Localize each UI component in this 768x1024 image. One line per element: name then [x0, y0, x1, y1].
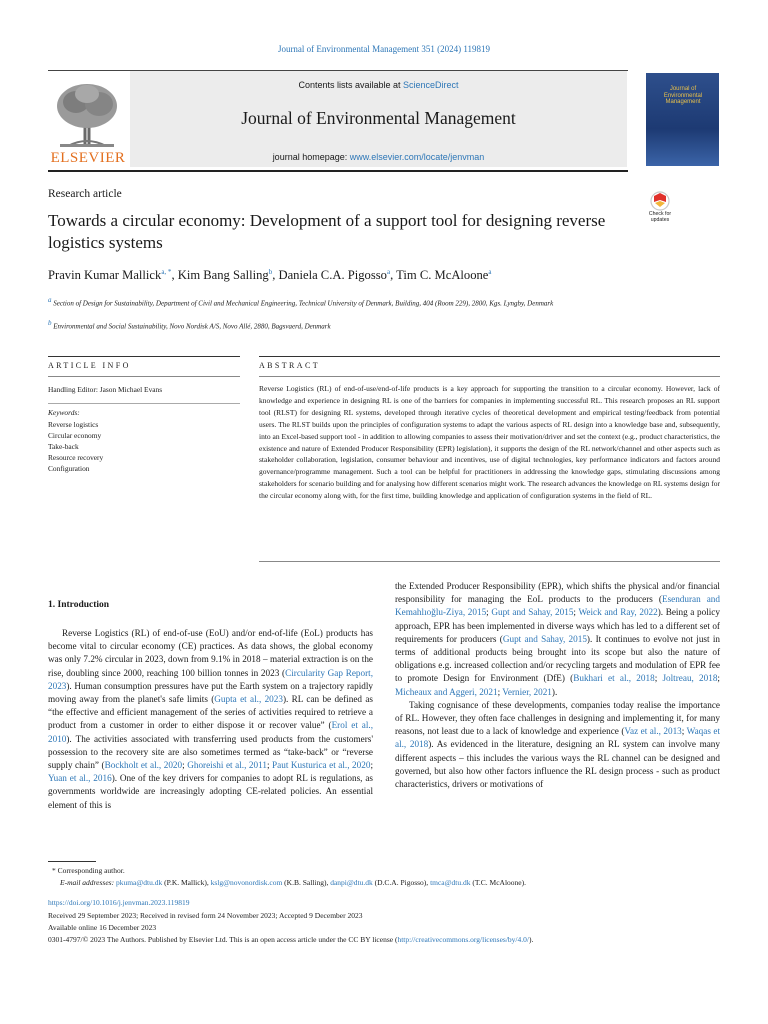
article-info-heading: ARTICLE INFO: [48, 361, 131, 370]
keyword-list: [48, 419, 103, 474]
citation-link[interactable]: Bockholt et al., 2020: [104, 760, 183, 771]
citation-link[interactable]: Vernier, 2021: [502, 686, 552, 697]
citation-link[interactable]: Ghoreishi et al., 2011: [187, 760, 267, 771]
paragraph: the Extended Producer Responsibility (EPR), which shifts the physical and/or financial responsibility for managing the EoL products to the producers (Esenduran and Kemahlıoğlu-Ziya, 2015; Gupt and Sahay, 2015; Weick and Ray, 2022). Being a policy approach, EPR has been implemented in diverse ways which has led to a different set of requirements for producers (Gupt and Sahay, 2015). It continues to evolve not just in terms of additional products being brought into its scope but also the nature of obligations e.g. increased collection and/or recycling targets and modulation of EPR fee to promote Design for Environment (DfE) (Bukhari et al., 2018; Joltreau, 2018; Micheaux and Aggeri, 2021; Vernier, 2021).: [395, 581, 720, 697]
author-affiliation-mark[interactable]: a: [386, 268, 391, 276]
affiliation-b-text: Environmental and Social Sustainability, Novo Nordisk A/S, Novo Allé, 2880, Bagsvaerd, Denmark: [53, 322, 331, 331]
body-column-right: [395, 580, 720, 791]
citation-link[interactable]: Paut Kusturica et al., 2020: [272, 760, 371, 771]
journal-homepage-link[interactable]: www.elsevier.com/locate/jenvman: [349, 152, 485, 162]
abstract-subrule: [259, 376, 720, 377]
keyword[interactable]: Circular economy: [48, 431, 102, 440]
sciencedirect-link[interactable]: ScienceDirect: [403, 80, 459, 90]
email-link[interactable]: tmca@dtu.dk: [430, 878, 471, 887]
affiliation-b: [48, 319, 648, 330]
citation-link[interactable]: Vaz et al., 2013: [624, 726, 682, 737]
keywords-label: Keywords:: [48, 408, 80, 417]
author-name[interactable]: Kim Bang Salling: [177, 268, 269, 283]
abstract-heading: ABSTRACT: [259, 361, 320, 370]
paragraph: Reverse Logistics (RL) of end-of-use (EoU) and/or end-of-life (EoL) products has become vital to circular economy (CE) practices. As data shows, the global economy was only 7.2% circular in 2023, down from 9.1% in 2018 – material extraction is on the rise, doubling since 2000, reaching 100 billion tonnes in 2023 (Circularity Gap Report, 2023). Human consumption pressures have put the Earth system on a trajectory rapidly moving away from the planet's safe limits (Gupta et al., 2023). RL can be defined as “the effective and efficient management of the series of activities required to retrieve a product from a customer in order to either dispose it or recover value” (Erol et al., 2010). The activities associated with transferring used products from the customers' possession to the recovery site are also sometimes termed as “take-back” or “reverse supply chain” (Bockholt et al., 2020; Ghoreishi et al., 2011; Paut Kusturica et al., 2020; Yuan et al., 2016). One of the key drivers for companies to adopt RL is regulations, as governments worldwide are increasingly adopting CE-related policies. An essential element of this is: [48, 628, 373, 810]
citation-link[interactable]: Gupta et al., 2023: [214, 694, 283, 705]
body-column-left: [48, 627, 373, 812]
email-link[interactable]: kslg@novonordisk.com: [210, 878, 283, 887]
citation-link[interactable]: Circularity Gap Report, 2023: [48, 667, 373, 691]
author-affiliation-mark[interactable]: a: [488, 268, 492, 276]
license-prefix: 0301-4797/© 2023 The Authors. Published by Elsevier Ltd. This is an open access article under the CC BY license (: [48, 935, 398, 944]
received-dates: Received 29 September 2023; Received in revised form 24 November 2023; Accepted 9 December 2023: [48, 911, 363, 920]
header-bottom-rule: [48, 170, 628, 172]
citation-link[interactable]: Joltreau, 2018: [662, 673, 718, 684]
citation-link[interactable]: Bukhari et al., 2018: [573, 673, 655, 684]
affiliation-b-mark: b: [48, 319, 52, 327]
license-suffix: ).: [528, 935, 534, 944]
email-label: E-mail addresses:: [60, 878, 116, 887]
paragraph: Taking cognisance of these developments, companies today realise the importance of RL. However, they often face challenges in designing and implementing it, for many reasons, not least due to a lack of knowledge and experience (Vaz et al., 2013; Waqas et al., 2018). As evidenced in the literature, designing an RL system can involve many different aspects – this includes the various ways the RL channel can be designed and governed, but also how other factors influence the RL design process - such as product characteristics, drivers or motivations of: [395, 699, 720, 790]
author-affiliation-mark[interactable]: a, *: [161, 268, 172, 276]
elsevier-wordmark: ELSEVIER: [50, 150, 126, 166]
author-name[interactable]: Pravin Kumar Mallick: [48, 268, 162, 283]
journal-cover-title: Journal of Environmental Management: [663, 86, 703, 106]
keyword[interactable]: Reverse logistics: [48, 420, 99, 429]
homepage-line: [130, 152, 627, 162]
citation-link[interactable]: Yuan et al., 2016: [48, 773, 112, 784]
email-list: pkuma@dtu.dk (P.K. Mallick), kslg@novonordisk.com (K.B. Salling), danpi@dtu.dk (D.C.A. Pigosso), tmca@dtu.dk (T.C. McAloone).: [115, 878, 526, 887]
email-link[interactable]: danpi@dtu.dk: [330, 878, 373, 887]
available-online-date: Available online 16 December 2023: [48, 923, 157, 932]
affiliation-a-text: Section of Design for Sustainability, Department of Civil and Mechanical Engineering, Technical University of Denmark, Building, 404 (Room 229), 2800, Kgs. Lyngby, Denmark: [53, 299, 554, 308]
affiliation-a: [48, 295, 648, 308]
license-statement: [48, 935, 748, 944]
author-list: Pravin Kumar Mallick$^{a, *}$, Kim Bang Salling$^b$, Daniela C.A. Pigosso$^a$, Tim C. McAloone$^a$: [48, 268, 492, 283]
abstract-rule: [259, 356, 720, 357]
keywords-rule: [48, 403, 240, 404]
article-info-rule: [48, 356, 240, 357]
section-heading-introduction: 1. Introduction: [48, 600, 110, 610]
corresponding-author-note: * Corresponding author.: [52, 866, 125, 875]
keyword[interactable]: Configuration: [48, 464, 90, 473]
citation-link[interactable]: Waqas et al., 2018: [395, 726, 720, 750]
check-for-updates-icon[interactable]: [645, 190, 675, 230]
author-name[interactable]: Tim C. McAloone: [396, 268, 489, 283]
license-link[interactable]: http://creativecommons.org/licenses/by/4.0/: [397, 935, 529, 944]
keyword[interactable]: Take-back: [48, 442, 79, 451]
journal-title: Journal of Environmental Management: [241, 108, 516, 128]
handling-editor: Handling Editor: Jason Michael Evans: [48, 385, 163, 394]
article-type: Research article: [48, 188, 122, 200]
contents-prefix: Contents lists available at: [298, 80, 404, 90]
abstract-end-rule: [259, 561, 720, 562]
homepage-prefix: journal homepage:: [272, 152, 350, 162]
abstract-text: Reverse Logistics (RL) of end-of-use/end-of-life products is a key approach for supporting the transition to a circular economy. However, lack of knowledge and experience in designing RL is one of the barriers for companies in implementing successful RL. This research proposes an RL support tool (RLST) for designing RL systems, developed through iterative cycles of theoretical development and empirical testing/feedback from potential users. The RLST builds upon the principles of configuration systems to adapt the various aspects of RL design into a knowledge base and, subsequently, into an Excel-based support tool - in addition to allowing companies to assess their motivation/driver and set the context (e.g., product characteristics, the existence and nature of Extended Producer Responsibility (EPR) legislation), it supports the design of the RL network/channel and other aspects such as stakeholder collaboration, legislation, consumer behaviour and incentives, use of digital technologies, key performance indicators and factors around governance/programme management. Such a tool can be helpful for practitioners in addressing the knowledge gaps, stimulating discussions among stakeholders for scenario building and for analysing how different scenarios might work. The research advances the knowledge on RL systems design for the circular economy along with, for the first time, building knowledge and application of configuration systems in the field of RL.: [259, 384, 720, 501]
footnote-rule: [48, 861, 96, 862]
citation-link[interactable]: Gupt and Sahay, 2015: [502, 633, 587, 644]
check-for-updates-label[interactable]: Check for updates: [648, 211, 672, 223]
email-addresses: [60, 878, 526, 887]
citation-link[interactable]: Esenduran and Kemahlıoğlu-Ziya, 2015: [395, 594, 720, 618]
contents-line: [130, 80, 627, 90]
citation-link[interactable]: Micheaux and Aggeri, 2021: [395, 686, 498, 697]
doi-link[interactable]: https://doi.org/10.1016/j.jenvman.2023.119819: [48, 898, 190, 907]
article-info-subrule: [48, 376, 240, 377]
affiliation-a-mark: a: [48, 296, 52, 304]
citation-link[interactable]: Gupt and Sahay, 2015: [491, 607, 574, 618]
author-name[interactable]: Daniela C.A. Pigosso: [278, 268, 387, 283]
email-link[interactable]: pkuma@dtu.dk: [115, 878, 163, 887]
journal-reference[interactable]: Journal of Environmental Management 351 (2024) 119819: [277, 44, 491, 54]
author-affiliation-mark[interactable]: b: [268, 268, 273, 276]
article-title: Towards a circular economy: Development of a support tool for designing reverse logistics systems: [48, 211, 606, 252]
citation-link[interactable]: Weick and Ray, 2022: [578, 607, 658, 618]
keyword[interactable]: Resource recovery: [48, 453, 104, 462]
citation-link[interactable]: Erol et al., 2010: [48, 720, 373, 744]
